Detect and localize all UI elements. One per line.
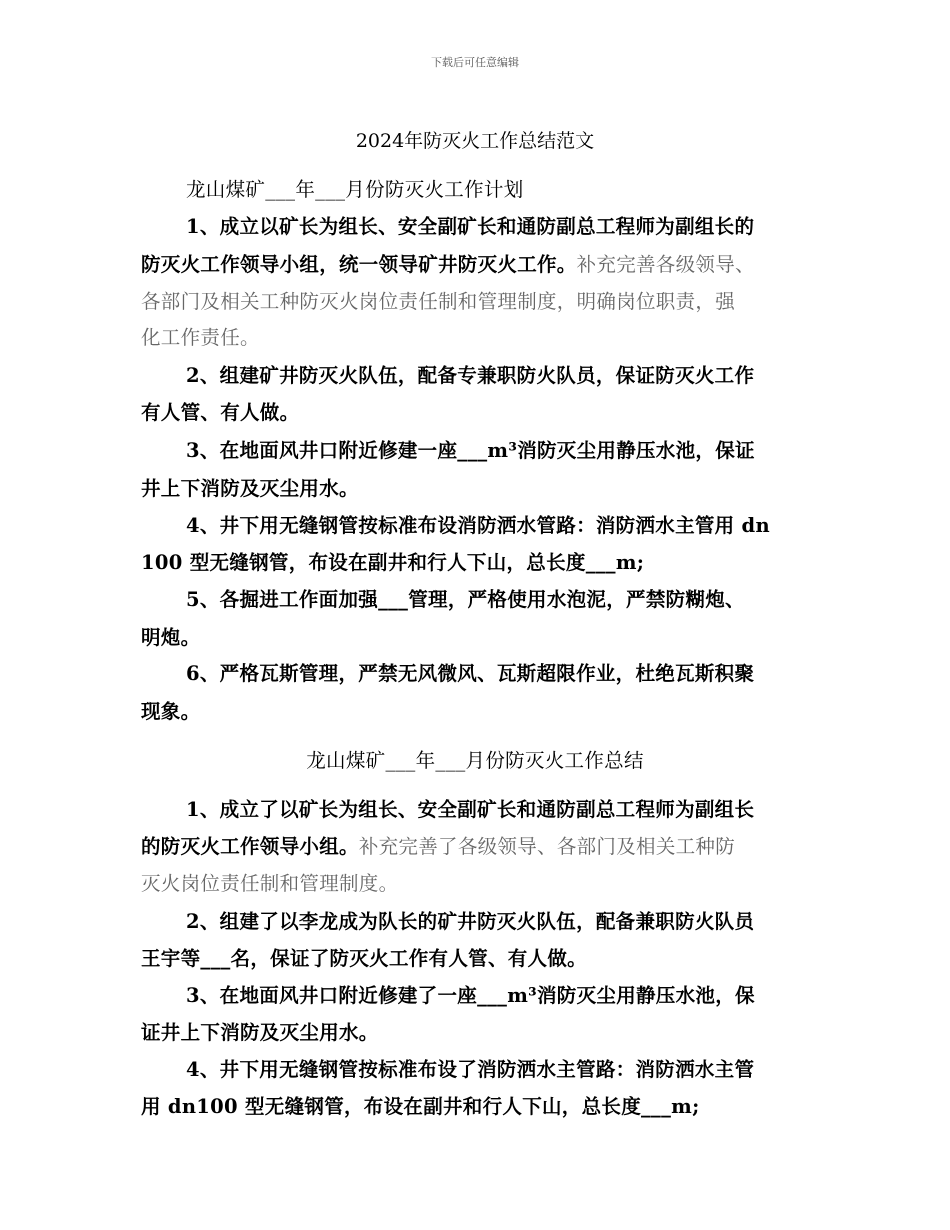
plan-item-6-line-1: 6、严格瓦斯管理，严禁无风微风、瓦斯超限作业，杜绝瓦斯积聚 xyxy=(186,662,755,685)
plan-item-3-line-1: 3、在地面风井口附近修建一座___m³消防灭尘用静压水池，保证 xyxy=(186,439,755,462)
plan-item-3-line-2: 井上下消防及灭尘用水。 xyxy=(141,477,359,500)
summary-item-1-line-2 xyxy=(141,831,735,859)
summary-heading: 龙山煤矿___年___月份防灭火工作总结 xyxy=(306,749,644,772)
summary-item-4-line-2: 用 dn100 型无缝钢管，布设在副井和行人下山，总长度___m; xyxy=(141,1095,700,1118)
summary-item-1-bold-text: 的防灭火工作领导小组。 xyxy=(141,835,359,858)
summary-item-3-line-2: 证井上下消防及灭尘用水。 xyxy=(141,1021,379,1044)
plan-item-5-line-2: 明炮。 xyxy=(141,626,201,649)
summary-item-2-line-1: 2、组建了以李龙成为队长的矿井防灭火队伍，配备兼职防火队员 xyxy=(186,910,755,933)
plan-item-5-line-1: 5、各掘进工作面加强___管理，严格使用水泡泥，严禁防糊炮、 xyxy=(186,588,745,611)
plan-item-1-line-3: 各部门及相关工种防灭火岗位责任制和管理制度，明确岗位职责，强 xyxy=(141,290,736,313)
plan-item-1-light-text: 补充完善各级领导、 xyxy=(576,253,755,276)
summary-item-1-light-text: 补充完善了各级领导、各部门及相关工种防 xyxy=(358,835,736,858)
plan-item-2-line-2: 有人管、有人做。 xyxy=(141,401,300,424)
summary-item-4-line-1: 4、井下用无缝钢管按标准布设了消防洒水主管路：消防洒水主管 xyxy=(186,1058,755,1081)
plan-item-1-line-4: 化工作责任。 xyxy=(141,326,260,349)
plan-item-1-line-1: 1、成立以矿长为组长、安全副矿长和通防副总工程师为副组长的 xyxy=(186,215,755,238)
plan-item-4-line-1: 4、井下用无缝钢管按标准布设消防洒水管路：消防洒水主管用 dn xyxy=(186,514,770,537)
summary-item-1-line-1: 1、成立了以矿长为组长、安全副矿长和通防副总工程师为副组长 xyxy=(186,798,755,821)
page-header: 下载后可任意编辑 xyxy=(431,56,519,69)
plan-item-6-line-2: 现象。 xyxy=(141,700,201,723)
summary-item-2-line-2: 王宇等___名，保证了防灭火工作有人管、有人做。 xyxy=(141,947,587,970)
plan-item-2-line-1: 2、组建矿井防灭火队伍，配备专兼职防火队员，保证防灭火工作 xyxy=(186,364,755,387)
plan-item-4-line-2: 100 型无缝钢管，布设在副井和行人下山，总长度___m; xyxy=(141,551,645,574)
plan-heading: 龙山煤矿___年___月份防灭火工作计划 xyxy=(186,178,524,201)
summary-item-1-line-3: 灭火岗位责任制和管理制度。 xyxy=(141,872,399,895)
summary-item-3-line-1: 3、在地面风井口附近修建了一座___m³消防灭尘用静压水池，保 xyxy=(186,984,755,1007)
plan-item-1-bold-text: 防灭火工作领导小组，统一领导矿井防灭火工作。 xyxy=(141,253,577,276)
document-title: 2024年防灭火工作总结范文 xyxy=(355,130,595,152)
plan-item-1-line-2 xyxy=(141,249,755,277)
